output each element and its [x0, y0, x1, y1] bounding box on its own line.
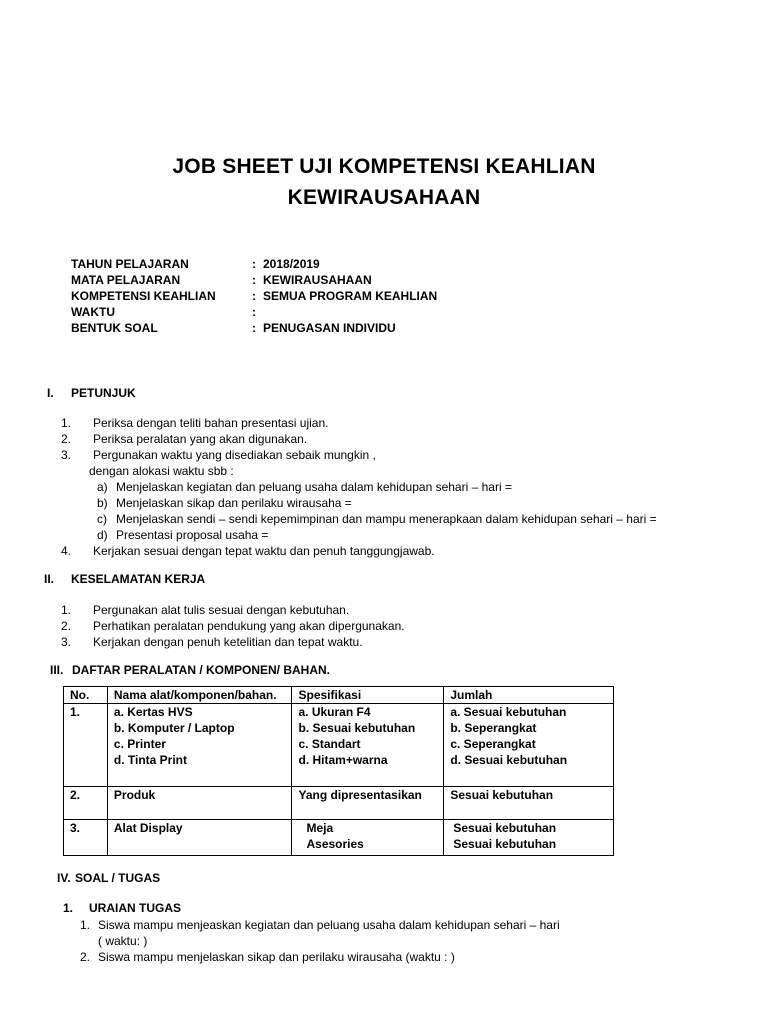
info-value: 2018/2019	[263, 257, 320, 271]
list-subitem-letter: d)	[97, 528, 108, 542]
list-item-number: 3.	[61, 448, 72, 462]
table-header-row	[64, 687, 614, 704]
cell-line: Sesuai kebutuhan	[453, 837, 557, 851]
table-row	[64, 820, 614, 856]
document-title-line1: JOB SHEET UJI KOMPETENSI KEAHLIAN	[172, 155, 596, 178]
cell-line: Yang dipresentasikan	[298, 788, 422, 802]
info-value: KEWIRAUSAHAAN	[263, 273, 372, 287]
info-value: SEMUA PROGRAM KEAHLIAN	[263, 289, 438, 303]
table-cell-spec	[292, 704, 444, 787]
table-cell-name	[107, 787, 292, 820]
list-item-number: 1.	[61, 416, 72, 430]
cell-line: a. Kertas HVS	[113, 705, 193, 719]
list-item-text: Kerjakan dengan penuh ketelitian dan tepat waktu.	[93, 635, 363, 649]
info-colon: :	[252, 257, 256, 271]
section-number: I.	[47, 386, 54, 400]
info-colon: :	[252, 321, 256, 335]
list-item-text: Perhatikan peralatan pendukung yang akan dipergunakan.	[93, 619, 405, 633]
cell-line: Sesuai kebutuhan	[453, 821, 557, 835]
table-row	[64, 787, 614, 820]
list-subitem-letter: b)	[97, 496, 108, 510]
cell-line: Meja	[306, 821, 334, 835]
cell-line: b. Komputer / Laptop	[113, 721, 235, 735]
section-title: PETUNJUK	[71, 386, 136, 400]
table-header-qty: Jumlah	[444, 687, 614, 704]
table-cell-name	[107, 704, 292, 787]
cell-line: d. Hitam+warna	[298, 753, 388, 767]
list-subitem-text: Presentasi proposal usaha =	[116, 528, 269, 542]
table-header-spec: Spesifikasi	[292, 687, 444, 704]
section-title: KESELAMATAN KERJA	[71, 572, 206, 586]
table-header-name: Nama alat/komponen/bahan.	[107, 687, 292, 704]
cell-line: d. Tinta Print	[113, 753, 188, 767]
list-subitem-text: Menjelaskan kegiatan dan peluang usaha dalam kehidupan sehari – hari =	[116, 480, 512, 494]
table-cell-spec	[292, 787, 444, 820]
cell-line: Asesories	[306, 837, 364, 851]
table-cell-qty	[444, 704, 614, 787]
document-title-line2: KEWIRAUSAHAAN	[287, 186, 481, 209]
section-number: IV.	[57, 871, 71, 885]
section-title: DAFTAR PERALATAN / KOMPONEN/ BAHAN.	[72, 663, 330, 677]
cell-line: c. Seperangkat	[450, 737, 536, 751]
cell-line: Produk	[113, 788, 156, 802]
cell-line: Alat Display	[113, 821, 183, 835]
info-colon: :	[252, 273, 256, 287]
info-value: PENUGASAN INDIVIDU	[263, 321, 396, 335]
list-item-number: 2.	[61, 432, 72, 446]
list-item-number: 1.	[61, 603, 72, 617]
info-label: BENTUK SOAL	[71, 321, 158, 335]
cell-line: c. Printer	[113, 737, 166, 751]
subsection-title: URAIAN TUGAS	[89, 901, 181, 915]
table-cell-name	[107, 820, 292, 856]
list-item-number: 4.	[61, 544, 72, 558]
table-cell-spec	[292, 820, 444, 856]
list-item-text: Periksa dengan teliti bahan presentasi ujian.	[93, 416, 329, 430]
list-item-number: 2.	[61, 619, 72, 633]
info-colon: :	[252, 289, 256, 303]
section-number: II.	[44, 572, 55, 586]
list-item-text: Kerjakan sesuai dengan tepat waktu dan penuh tanggungjawab.	[93, 544, 435, 558]
list-item-text: Pergunakan waktu yang disediakan sebaik mungkin ,	[93, 448, 376, 462]
list-subitem-text: Menjelaskan sikap dan perilaku wirausaha =	[116, 496, 352, 510]
list-item-text: Siswa mampu menjelaskan sikap dan perilaku wirausaha (waktu : )	[98, 950, 455, 964]
subsection-number: 1.	[63, 901, 74, 915]
table-header-no: No.	[64, 687, 108, 704]
cell-line: Sesuai kebutuhan	[450, 788, 554, 802]
list-item-number: 3.	[61, 635, 72, 649]
list-item-text: Pergunakan alat tulis sesuai dengan kebutuhan.	[93, 603, 350, 617]
list-item-text: dengan alokasi waktu sbb :	[89, 464, 234, 478]
cell-line: a. Sesuai kebutuhan	[450, 705, 567, 719]
info-colon: :	[252, 305, 256, 319]
section-title: SOAL / TUGAS	[75, 871, 161, 885]
cell-line: b. Seperangkat	[450, 721, 537, 735]
table-cell-qty	[444, 820, 614, 856]
list-item-text: Periksa peralatan yang akan digunakan.	[93, 432, 308, 446]
table-row	[64, 704, 614, 787]
list-item-number: 1.	[80, 918, 91, 932]
table-cell-no: 1.	[64, 704, 108, 787]
list-subitem-letter: a)	[97, 480, 108, 494]
section-number: III.	[50, 663, 64, 677]
list-item-text: ( waktu: )	[98, 934, 148, 948]
list-subitem-text: Menjelaskan sendi – sendi kepemimpinan dan mampu menerapkaan dalam kehidupan sehari – hari =	[116, 512, 657, 526]
list-item-number: 2.	[80, 950, 91, 964]
cell-line: d. Sesuai kebutuhan	[450, 753, 568, 767]
cell-line: a. Ukuran F4	[298, 705, 371, 719]
info-label: MATA PELAJARAN	[71, 273, 181, 287]
list-subitem-letter: c)	[97, 512, 107, 526]
cell-line: b. Sesuai kebutuhan	[298, 721, 416, 735]
table-cell-no: 3.	[64, 820, 108, 856]
table-cell-qty	[444, 787, 614, 820]
info-label: TAHUN PELAJARAN	[71, 257, 189, 271]
list-item-text: Siswa mampu menjeaskan kegiatan dan peluang usaha dalam kehidupan sehari – hari	[98, 918, 560, 932]
info-label: KOMPETENSI KEAHLIAN	[71, 289, 216, 303]
equipment-table	[63, 686, 614, 856]
info-label: WAKTU	[71, 305, 115, 319]
table-cell-no: 2.	[64, 787, 108, 820]
cell-line: c. Standart	[298, 737, 361, 751]
